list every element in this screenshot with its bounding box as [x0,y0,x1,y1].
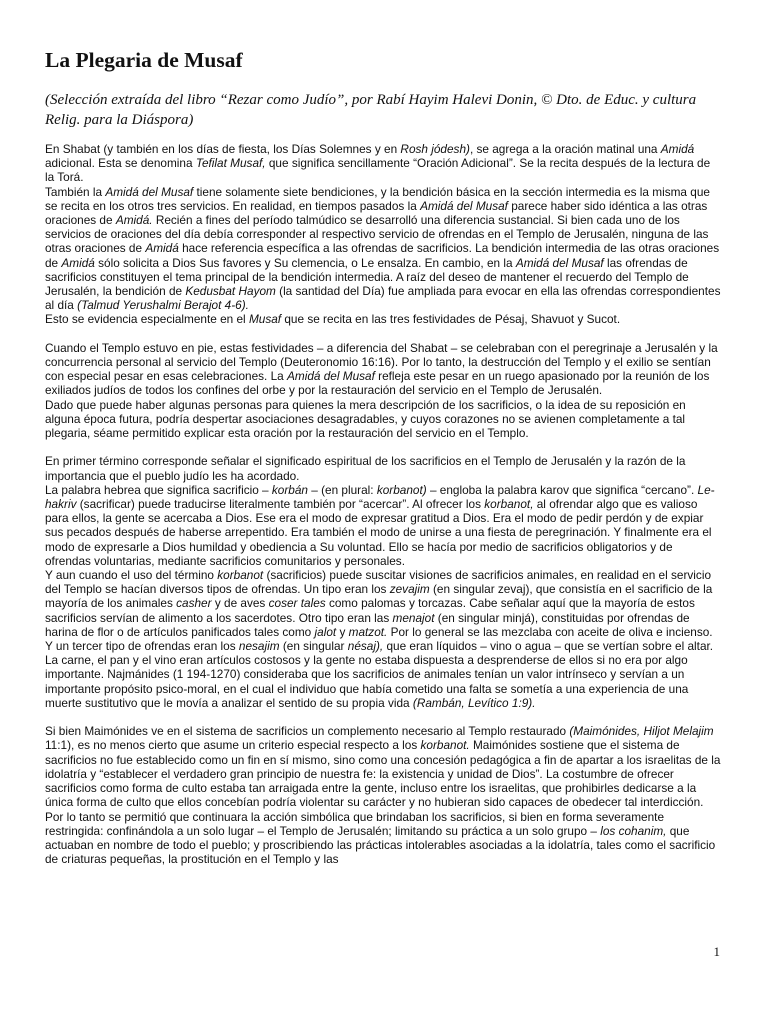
body-paragraph [45,454,721,482]
text-run: que se recita en las tres festividades de Pésaj, Shavuot y Sucot. [281,312,621,327]
page-title: La Plegaria de Musaf [45,48,243,72]
text-run: y de aves [211,596,269,611]
italic-text: korbanot, [484,497,534,512]
italic-text: Amidá del Musaf [287,369,375,384]
text-run: Maimónides sostiene que el sistema de sacrificios no fue establecido como un fin en sí mismo, sino como una concesión pedagógica a fin de apartar a los israelitas de la idolatría y “establecer el verdadero gran principio de nuestra fe: la existencia y unidad de Dios”. La costumbre de ofrecer sacrificios como forma de culto estaba tan arraigada entre la gente, incluso entre los israelitas, que prohibirles dedicarse a la única forma de culto que ellos concebían podría violentar su carácter y no hubieran sido capaces de obedecer tal interdicción. Por lo tanto se permitió que continuara la acción simbólica que brindaban los sacrificios, si bien en forma severamente restringida: confinándola a un solo lugar – el Templo de Jerusalén; limitando su práctica a un solo grupo – [45,738,721,838]
text-run: (sacrificar) puede traducirse literalmente también por “acercar”. Al ofrecer los [76,497,485,512]
text-run: refleja este pesar en un ruego apasionado por la reunión de los exiliados judíos de todos los confines del orbe y por la restauración del servicio en el Templo de Jerusalén. [45,369,710,398]
text-run: También la [45,184,106,199]
text-run: (en singular zevaj), que consistía en el sacrificio de la mayoría de los animales [45,582,713,611]
text-run: parece haber sido idéntica a las otras oraciones de [45,198,708,228]
body-paragraph [45,398,721,441]
text-run: – engloba la palabra karov que significa “cercano”. [426,482,698,497]
text-run: La carne, el pan y el vino eran artículos costosos y la gente no estaba dispuesta a desprenderse de ellos si no era por algo importante. Najmánides (1 194-1270) consideraba que los sacrificios de animales tenían un valor intrínseco y servían a un importante propósito psico-moral, en el cual el individuo que había cometido una falta se sometía a una experiencia de una muerte sustitutivo que le movía a analizar el sentido de su propia vida [45,653,689,710]
italic-text: korbanot [217,568,264,583]
italic-text: korbanot) [376,482,427,497]
body-paragraph [45,312,721,326]
italic-text: Amidá [660,142,695,156]
italic-text: (Rambán, Levítico 1:9). [412,695,536,710]
text-run: Si bien Maimónides ve en el sistema de sacrificios un complemento necesario al Templo restaurado [45,724,570,739]
text-run: las ofrendas de sacrificios constituyen el tema principal de la bendición intermedia. A raíz del deseo de mantener el recuerdo del Templo de Jerusalén, la bendición de [45,255,689,299]
italic-text: casher [176,596,212,611]
italic-text: Amidá del Musaf [105,184,194,199]
body-paragraph [45,142,721,185]
page-number: 1 [713,944,720,959]
text-run: al ofrendar algo que es valioso para ellos, la gente se acercaba a Dios. Ese era el modo de expresar gratitud a Dios. Era el modo de pedir perdón y de expiar sus pecados después de haberse arrepentido. Era también el modo de unirse a una fiesta de peregrinación. Y finalmente era el modo de expresarle a Dios humildad y obediencia a Su voluntad. Ello se hacía por medio de sacrificios obligatorios y de ofrendas voluntarias, mediante sacrificios comunitarios y personales. [45,497,712,568]
text-run: Esto se evidencia especialmente en el [45,312,249,327]
italic-text: (Talmud Yerushalmi Berajot 4-6). [77,298,249,313]
italic-text: los cohanim, [600,823,667,838]
italic-text: Amidá del Musaf [420,198,508,213]
italic-text: menajot [392,610,435,625]
italic-text: zevajim [389,582,430,597]
text-run: (en singular [279,639,348,654]
text-run: 11:1), es no menos cierto que asume un criterio especial respecto a los [45,738,421,753]
text-run: En primer término corresponde señalar el significado espiritual de los sacrificios en el Templo de Jerusalén y la razón de la importancia que el pueblo judío les ha acordado. [45,454,686,483]
italic-text: Amidá [61,255,95,270]
text-run: (la santidad del Día) fue ampliada para evocar en ella las ofrendas correspondientes al día [45,284,721,313]
text-run: como palomas y torcazas. Cabe señalar aquí que la mayoría de estos sacrificios servían de alimento a los sacerdotes. Otro tipo eran las [45,596,695,625]
italic-text: jalot [314,624,337,639]
text-run: Recién a fines del período talmúdico se desarrolló una diferencia sustancial. Si bien cada uno de los servicios de oraciones del día debía corresponder al respectivo servicio de ofrendas en el Templo de Jerusalén, ninguna de las otras oraciones de [45,213,709,256]
body-paragraph [45,568,721,653]
italic-text: nesajim [238,639,280,654]
text-run: (en singular minjá), constituidas por ofrendas de harina de flor o de artículos panificados tales como [45,610,690,639]
body-paragraph [45,724,721,866]
text-run: que eran líquidos – vino o agua – que se vertían sobre el altar. [383,639,714,654]
text-run: tiene solamente siete bendiciones, y la bendición básica en la sección intermedia es la misma que se recita en los otros tres servicios. En realidad, en tiempos pasados la [45,184,710,213]
italic-text: Amidá [145,241,179,256]
page-subtitle: (Selección extraída del libro “Rezar como Judío”, por Rabí Hayim Halevi Donin, © Dto. de Educ. y cultura Relig. para la Diáspora) [45,92,697,128]
body-paragraph [45,341,721,398]
text-run: En Shabat (y también en los días de fiesta, los Días Solemnes y en [45,142,401,156]
italic-text: (Maimónides, Hiljot Melajim [569,724,714,739]
body-paragraph [45,483,721,568]
text-run: , se agrega a la oración matinal una [469,142,661,156]
italic-text: Le-hakriv [45,482,715,512]
text-run: sólo solicita a Dios Sus favores y Su clemencia, o Le ensalza. En cambio, en la [94,255,516,270]
document-body [45,142,721,866]
italic-text: korbanot. [420,738,470,753]
text-run: La palabra hebrea que significa sacrificio – [45,482,272,497]
body-paragraph [45,653,721,710]
italic-text: Rosh jódesh) [400,142,470,156]
italic-text: Amidá del Musaf [515,255,604,270]
text-run: – (en plural: [307,482,377,497]
text-run: (sacrificios) puede suscitar visiones de sacrificios animales, en realidad en el servicio del Templo se hacían diversos tipos de ofrendas. Un tipo eran los [45,568,712,597]
text-run: que actuaban en nombre de todo el pueblo; y proscribiendo las prácticas intolerables asociadas a la idolatría, tales como el sacrificio de criaturas pequeñas, la prostitución en el Templo y las [45,823,716,867]
italic-text: korbán [271,482,308,497]
italic-text: matzot. [348,624,388,639]
italic-text: Tefilat Musaf, [195,156,266,171]
text-run: y [336,624,349,639]
italic-text: nésaj), [347,639,384,654]
italic-text: Kedusbat Hayom [185,284,276,299]
text-run: Cuando el Templo estuvo en pie, estas festividades – a diferencia del Shabat – se celebraban con el peregrinaje a Jerusalén y la concurrencia personal al servicio del Templo (Deuteronomio 16:16). Por lo tanto, la destrucción del Templo y el exilio se sentían con especial pesar en esas celebraciones. La [45,340,718,384]
text-run: Y aun cuando el uso del término [45,568,218,583]
body-paragraph [45,185,721,313]
italic-text: Musaf [248,312,282,327]
text-run: que significa sencillamente “Oración Adicional”. Se la recita después de la lectura de la Torá. [45,156,711,185]
italic-text: Amidá. [115,213,153,228]
text-run: Por lo general se las mezclaba con aceite de oliva e incienso. Y un tercer tipo de ofrendas eran los [45,624,713,654]
text-run: adicional. Esta se denomina [45,156,196,171]
italic-text: coser tales [268,596,326,611]
text-run: Dado que puede haber algunas personas para quienes la mera descripción de los sacrificios, o la idea de su reposición en alguna época futura, podría despertar asociaciones desagradables, y cuyos corazones no se avienen completamente a tal plegaria, séame permitido explicar esta oración por la restauración del servicio en el Templo. [45,397,686,441]
text-run: hace referencia específica a las ofrendas de sacrificios. La bendición intermedia de las otras oraciones de [45,241,720,270]
